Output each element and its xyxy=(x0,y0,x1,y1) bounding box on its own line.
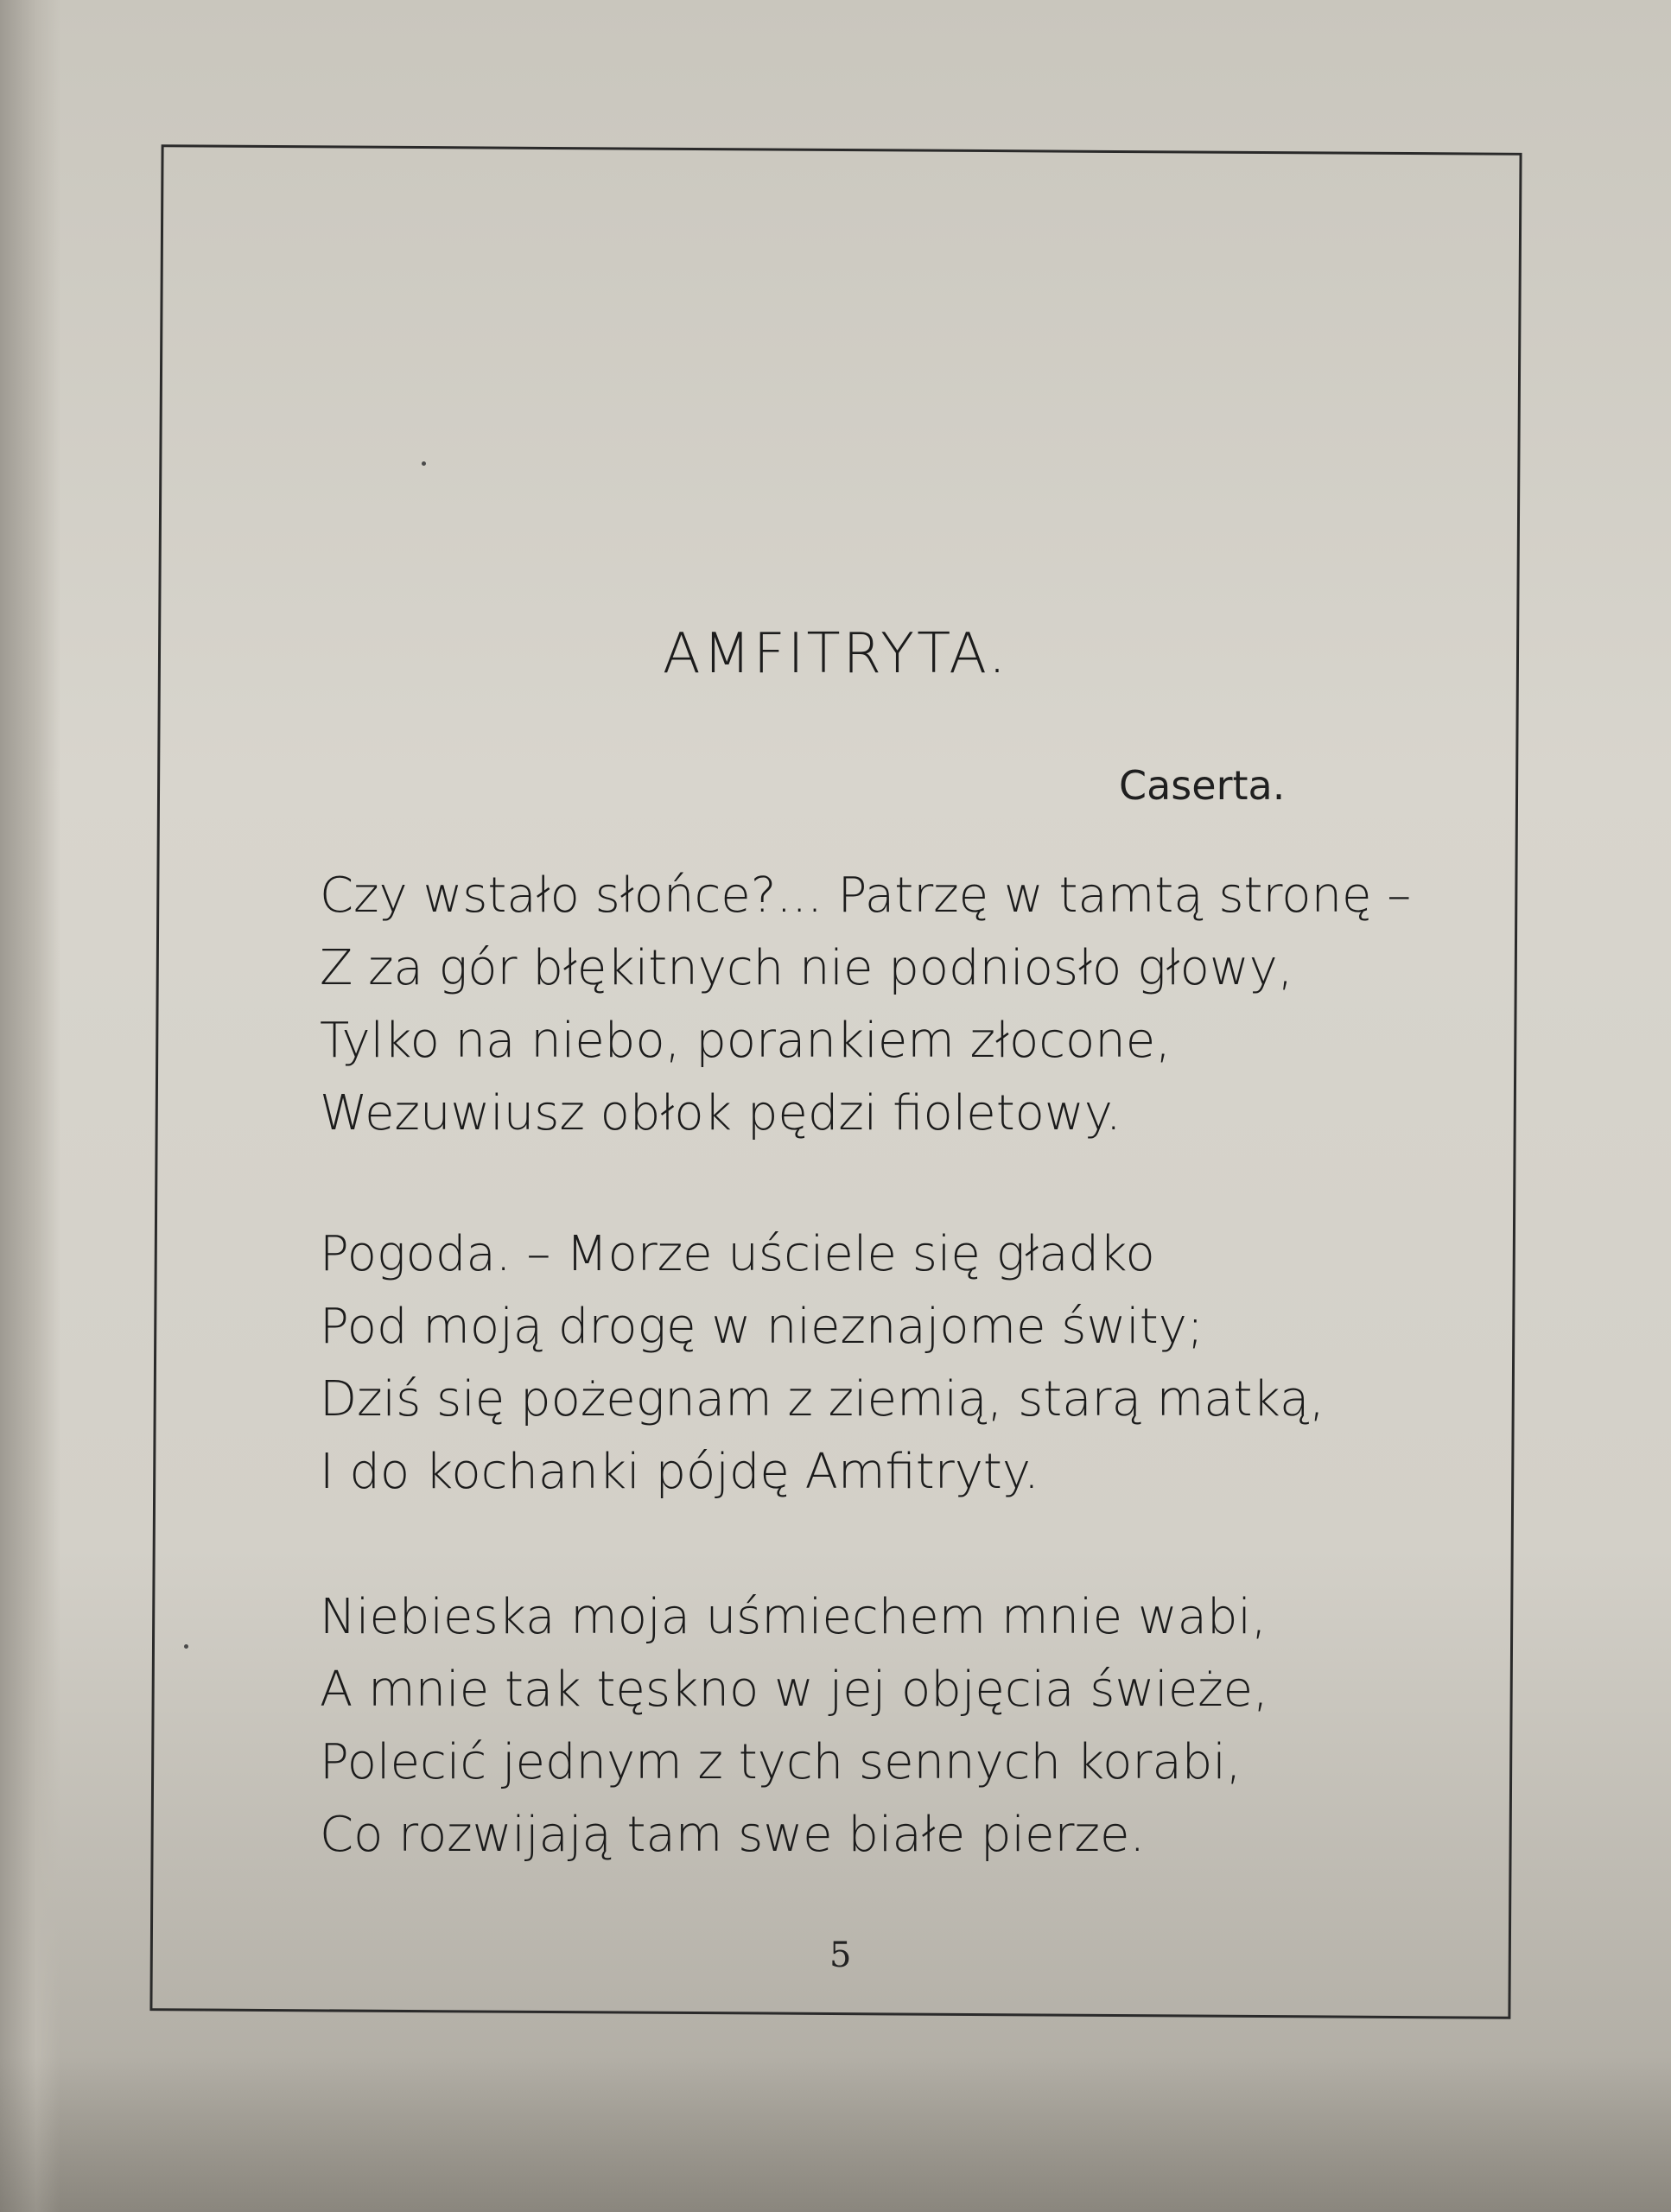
stanza-3 xyxy=(320,1581,1268,1872)
verse-line: I do kochanki pójdę Amfitryty. xyxy=(320,1444,1039,1500)
verse-line: Wezuwiusz obłok pędzi fioletowy. xyxy=(320,1085,1121,1141)
verse-line: Pogoda. – Morze uściele się gładko xyxy=(320,1226,1155,1282)
paper-speck xyxy=(422,461,426,466)
verse-line: Tylko na niebo, porankiem złocone, xyxy=(320,1013,1172,1069)
verse-line: Dziś się pożegnam z ziemią, starą matką, xyxy=(320,1371,1325,1427)
page-number: 5 xyxy=(829,1936,852,1975)
paper-speck xyxy=(184,1644,188,1649)
poem-title: AMFITRYTA. xyxy=(662,622,1009,686)
verse-line: A mnie tak tęskno w jej objęcia świeże, xyxy=(320,1662,1268,1718)
verse-line: Pod moją drogę w nieznajome świty; xyxy=(320,1299,1204,1355)
verse-line: Niebieska moja uśmiechem mnie wabi, xyxy=(320,1589,1267,1645)
stanza-2 xyxy=(320,1218,1325,1509)
place-label: Caserta. xyxy=(1119,762,1286,809)
book-gutter-shadow xyxy=(0,0,60,2212)
verse-line: Polecić jednym z tych sennych korabi, xyxy=(320,1734,1242,1790)
verse-line: Czy wstało słońce?... Patrzę w tamtą stronę – xyxy=(320,868,1412,924)
stanza-1 xyxy=(320,860,1411,1150)
verse-line: Co rozwijają tam swe białe pierze. xyxy=(320,1807,1146,1863)
verse-line: Z za gór błękitnych nie podniosło głowy, xyxy=(320,940,1293,996)
page-bottom-shadow xyxy=(0,2056,1671,2212)
